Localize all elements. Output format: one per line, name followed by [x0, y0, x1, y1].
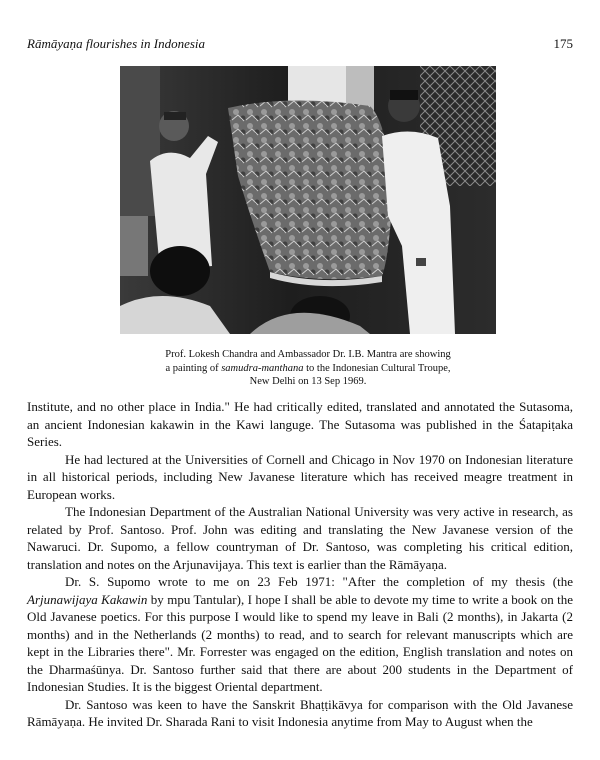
page-number: 175 — [553, 36, 573, 51]
running-head-title: Rāmāyaṇa flourishes in Indonesia — [27, 36, 206, 51]
caption-line-3: New Delhi on 13 Sep 1969. — [249, 376, 367, 387]
body-text — [27, 398, 573, 731]
caption-italic-term: samudra-manthana — [221, 362, 304, 374]
paragraph-4-start: Dr. S. Supomo wrote to me on 23 Feb 1971: "After the completion of my thesis (the — [65, 574, 573, 589]
caption-line-2-text: a painting of — [165, 362, 222, 374]
paragraph-3: The Indonesian Department of the Australian National University was very active in research, as related by Prof. Santoso. Prof. John was editing and translating the New Javanese version of the Nawaruci. Dr. Supomo, a fellow countryman of Dr. Santoso, was completing his critical edition, translation and notes on the Arjunavijaya. This text is earlier than the Rāmāyaṇa. — [27, 504, 573, 572]
paragraph-4-italic-title: Arjunawijaya Kakawin — [27, 591, 148, 607]
caption-line-2-text-end: to the Indonesian Cultural Troupe, — [303, 362, 451, 374]
caption-line-2 — [120, 362, 496, 376]
photo-illustration — [120, 66, 496, 334]
paragraph-5: Dr. Santoso was keen to have the Sanskrit Bhaṭṭikāvya for comparison with the Old Javanese Rāmāyaṇa. He invited Dr. Sharada Rani to visit Indonesia anytime from May to August when the — [27, 696, 573, 729]
paragraph-2: He had lectured at the Universities of Cornell and Chicago in Nov 1970 on Indonesian literature in all historical periods, including New Javanese literature which has received meagre treatment in European works. — [27, 451, 573, 502]
paragraph-1: Institute, and no other place in India." He had critically edited, translated and annotated the Sutasoma, an ancient Indonesian kakawin in the Kawi languge. The Sutasoma was published in the Śatapiṭaka Series. — [27, 399, 573, 449]
photograph — [120, 66, 496, 334]
paragraph-4 — [27, 573, 573, 696]
figure-caption — [120, 348, 496, 389]
caption-line-1: Prof. Lokesh Chandra and Ambassador Dr. I.B. Mantra are showing — [165, 349, 451, 360]
paragraph-4-end: by mpu Tantular), I hope I shall be able to devote my time to write a book on the Old Javanese poetics. For this purpose I would like to spend my leave in Bali (2 months), in Jakarta (2 months) and in the Netherlands (2 months) to read, and to search for relevant manuscripts which are kept in the Libraries there". Mr. Forrester was engaged on the edition, English translation and notes on the Dharmaśūnya. Dr. Santoso further said that there are about 200 students in the Department of Indonesian Studies. It is the biggest Oriental department. — [27, 591, 573, 694]
